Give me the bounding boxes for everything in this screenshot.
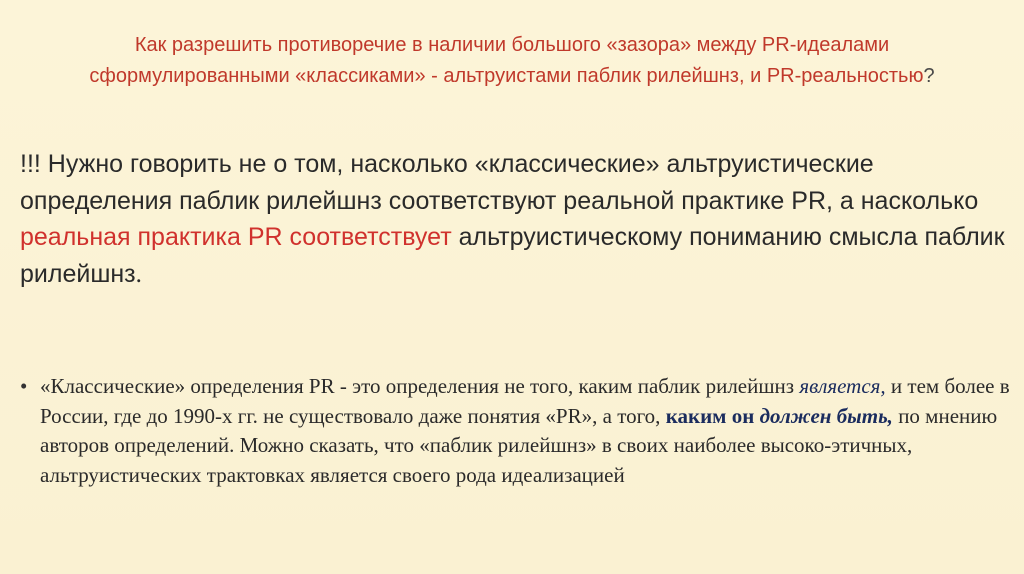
bullet-text-5: должен быть,: [759, 403, 893, 428]
main-statement-period: .: [135, 260, 142, 288]
bullet-text-1: «Классические» определения PR - это определения не того, каким паблик рилейшнз: [40, 374, 800, 398]
main-statement-highlight: реальная практика PR соответствует: [20, 223, 452, 251]
bullet-text-6: по мнению авторов определений. Можно сказать, что «паблик рилейшнз» в своих наиболее высоко-этичных, альтруистических трактовках является своего рода идеализацией: [40, 403, 998, 487]
bullet-list: [20, 372, 1010, 490]
bullet-item: [20, 372, 1010, 490]
bullet-icon: •: [20, 374, 28, 398]
bullet-text-2: является,: [799, 374, 886, 398]
slide-title-question-mark: ?: [923, 65, 935, 87]
bullet-text-4: каким он: [665, 403, 760, 428]
main-statement: [20, 146, 1010, 293]
main-statement-text-b: альтруистическому пониманию смысла паблик рилейшнз: [20, 223, 1005, 288]
main-statement-text-a: !!! Нужно говорить не о том, насколько «классические» альтруистические определения паблик рилейшнз соответствуют реальной практике PR, а насколько: [20, 150, 979, 215]
slide-title: [40, 30, 984, 92]
slide-title-text: Как разрешить противоречие в наличии большого «зазора» между PR-идеалами сформулированными «классиками» - альтруистами паблик рилейшнз, и PR-реальностью: [89, 34, 924, 87]
bullet-text-3: и тем более в России, где до 1990-х гг. не существовало даже понятия «PR», а того,: [40, 374, 1010, 428]
